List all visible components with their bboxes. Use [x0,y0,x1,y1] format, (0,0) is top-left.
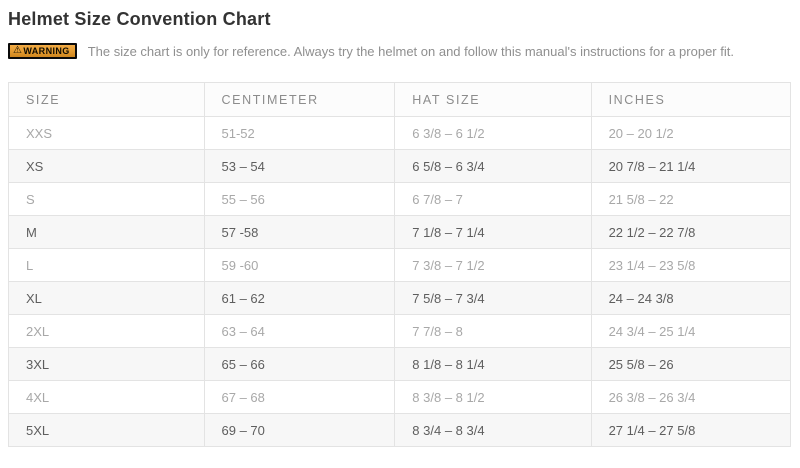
table-cell: 59 -60 [204,249,395,282]
table-row [9,216,791,249]
table-cell: 24 3/4 – 25 1/4 [591,315,790,348]
table-row [9,348,791,381]
table-cell: 24 – 24 3/8 [591,282,790,315]
warning-text: The size chart is only for reference. Always try the helmet on and follow this manual's instructions for a proper fit. [87,43,734,59]
warning-notice [8,43,791,59]
table-row [9,414,791,447]
table-cell: 6 7/8 – 7 [395,183,591,216]
table-cell: 67 – 68 [204,381,395,414]
table-cell: 55 – 56 [204,183,395,216]
table-cell: 61 – 62 [204,282,395,315]
table-cell: 5XL [9,414,205,447]
table-cell: 65 – 66 [204,348,395,381]
table-cell: 7 7/8 – 8 [395,315,591,348]
table-cell: 6 3/8 – 6 1/2 [395,117,591,150]
table-cell: 21 5/8 – 22 [591,183,790,216]
column-header-centimeter: CENTIMETER [204,83,395,117]
table-cell: S [9,183,205,216]
table-cell: 7 3/8 – 7 1/2 [395,249,591,282]
table-cell: 22 1/2 – 22 7/8 [591,216,790,249]
table-cell: 53 – 54 [204,150,395,183]
column-header-hat-size: HAT SIZE [395,83,591,117]
table-cell: XXS [9,117,205,150]
table-cell: M [9,216,205,249]
table-cell: XL [9,282,205,315]
table-cell: 63 – 64 [204,315,395,348]
table-cell: 25 5/8 – 26 [591,348,790,381]
table-row [9,183,791,216]
table-cell: 26 3/8 – 26 3/4 [591,381,790,414]
table-header [9,83,791,117]
warning-badge [8,43,77,59]
warning-badge-label: WARNING [23,46,70,56]
column-header-inches: INCHES [591,83,790,117]
table-cell: 57 -58 [204,216,395,249]
table-cell: XS [9,150,205,183]
table-cell: 6 5/8 – 6 3/4 [395,150,591,183]
page-title: Helmet Size Convention Chart [8,9,271,29]
table-cell: 7 1/8 – 7 1/4 [395,216,591,249]
table-cell: 69 – 70 [204,414,395,447]
table-cell: 20 7/8 – 21 1/4 [591,150,790,183]
table-cell: 3XL [9,348,205,381]
table-row [9,315,791,348]
table-cell: 51-52 [204,117,395,150]
table-row [9,381,791,414]
table-cell: 23 1/4 – 23 5/8 [591,249,790,282]
table-row [9,249,791,282]
size-chart-table [8,82,791,447]
table-header-row [9,83,791,117]
column-header-size: SIZE [9,83,205,117]
table-cell: 20 – 20 1/2 [591,117,790,150]
table-cell: L [9,249,205,282]
size-table-body [9,117,791,447]
table-cell: 8 3/8 – 8 1/2 [395,381,591,414]
table-row [9,150,791,183]
table-row [9,282,791,315]
table-row [9,117,791,150]
table-cell: 2XL [9,315,205,348]
table-cell: 8 1/8 – 8 1/4 [395,348,591,381]
table-cell: 27 1/4 – 27 5/8 [591,414,790,447]
table-cell: 7 5/8 – 7 3/4 [395,282,591,315]
table-cell: 4XL [9,381,205,414]
table-cell: 8 3/4 – 8 3/4 [395,414,591,447]
warning-triangle-icon: ⚠ [13,45,23,56]
